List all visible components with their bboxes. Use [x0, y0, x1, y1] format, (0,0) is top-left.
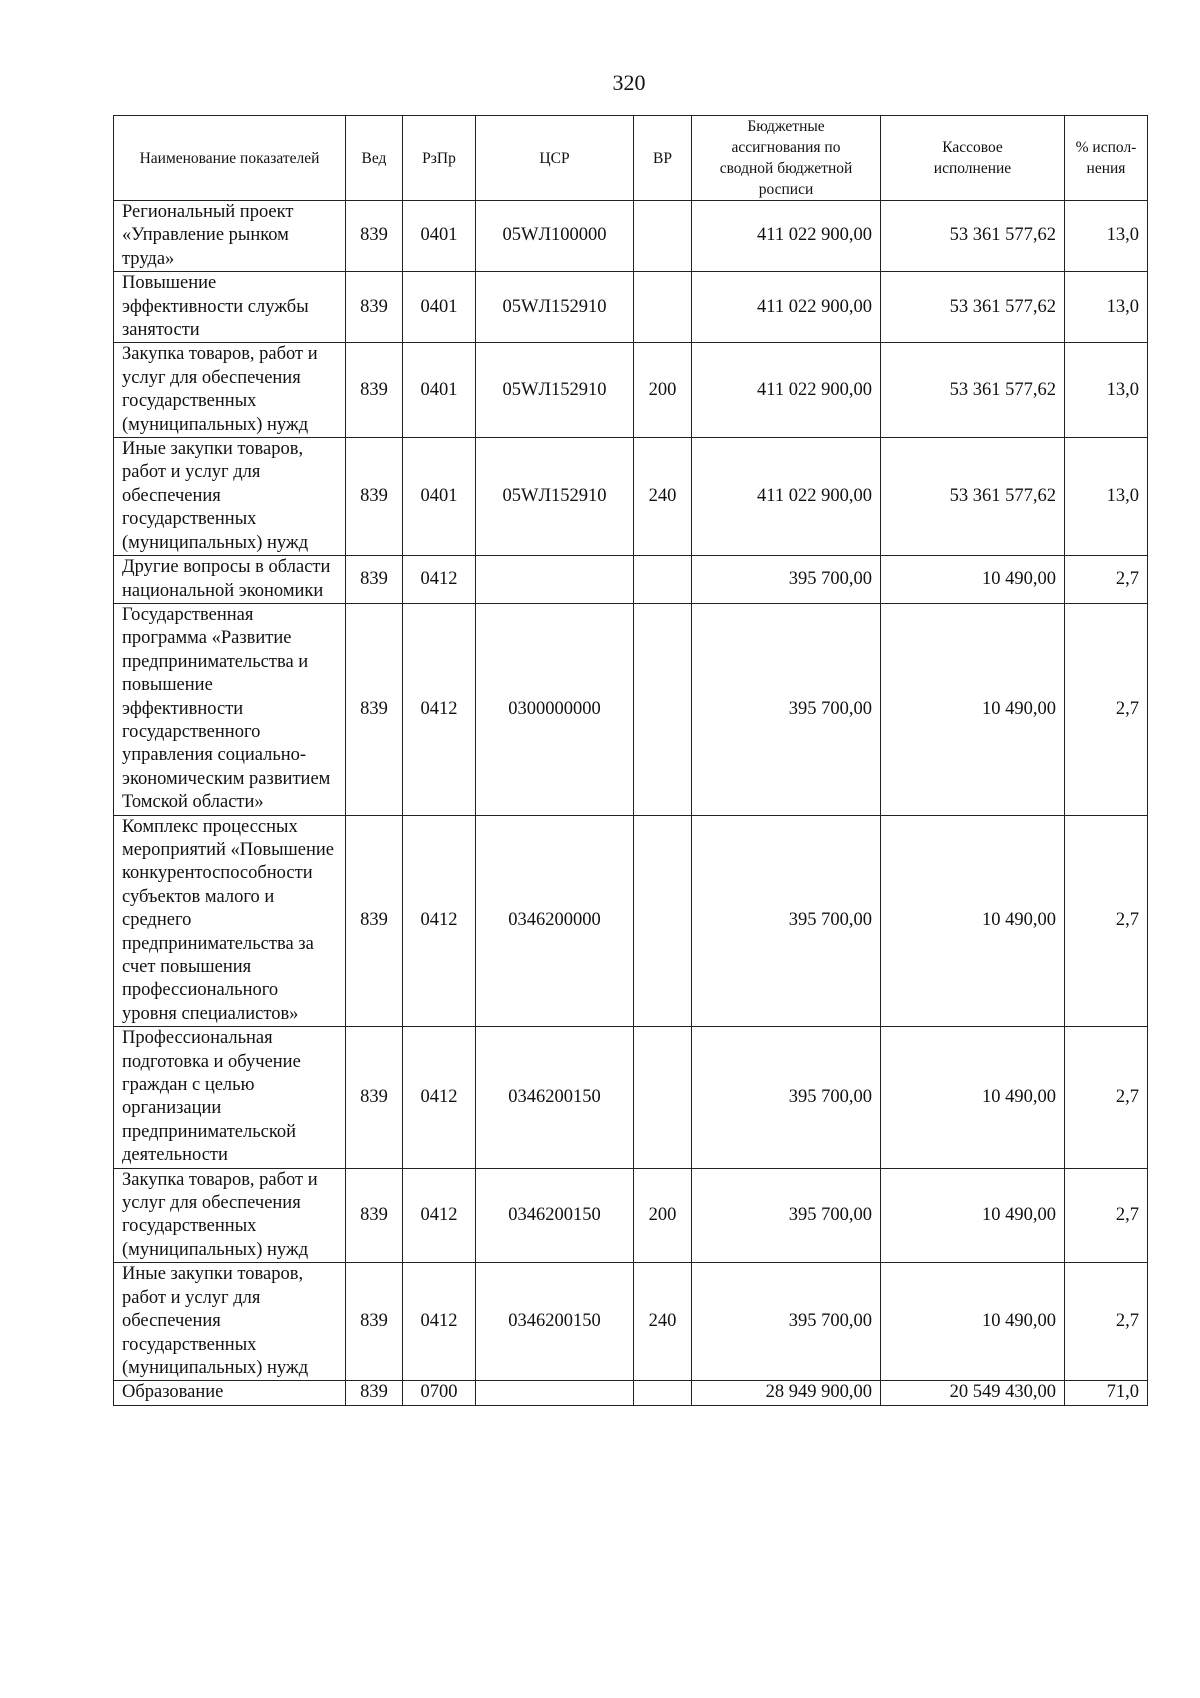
cell-ved: 839 [346, 343, 403, 438]
cell-rzpr: 0700 [403, 1381, 476, 1405]
cell-csr: 0346200000 [476, 815, 634, 1027]
cell-cash: 53 361 577,62 [881, 201, 1065, 272]
cell-name: Повышение эффективности службы занятости [114, 272, 346, 343]
cell-cash: 20 549 430,00 [881, 1381, 1065, 1405]
cell-rzpr: 0401 [403, 343, 476, 438]
table-body [114, 201, 1148, 1406]
cell-cash: 10 490,00 [881, 1168, 1065, 1263]
cell-name: Иные закупки товаров, работ и услуг для обеспечения государственных (муниципальных) нужд [114, 1263, 346, 1381]
cell-vr [634, 603, 692, 815]
table-row [114, 272, 1148, 343]
header-cash: Кассовое исполнение [881, 116, 1065, 201]
cell-cash: 10 490,00 [881, 1263, 1065, 1381]
cell-name: Иные закупки товаров, работ и услуг для обеспечения государственных (муниципальных) нужд [114, 438, 346, 556]
cell-ved: 839 [346, 556, 403, 604]
cell-budget: 411 022 900,00 [692, 438, 881, 556]
cell-csr [476, 1381, 634, 1405]
cell-ved: 839 [346, 1027, 403, 1168]
table-row [114, 1168, 1148, 1263]
cell-vr: 200 [634, 1168, 692, 1263]
header-name: Наименование показателей [114, 116, 346, 201]
table-row [114, 556, 1148, 604]
cell-budget: 395 700,00 [692, 603, 881, 815]
cell-vr: 240 [634, 438, 692, 556]
cell-name: Закупка товаров, работ и услуг для обеспечения государственных (муниципальных) нужд [114, 343, 346, 438]
cell-budget: 395 700,00 [692, 1263, 881, 1381]
cell-rzpr: 0401 [403, 201, 476, 272]
cell-vr [634, 556, 692, 604]
table-header [114, 116, 1148, 201]
cell-rzpr: 0412 [403, 815, 476, 1027]
cell-csr: 05WЛ152910 [476, 272, 634, 343]
cell-name: Образование [114, 1381, 346, 1405]
cell-name: Закупка товаров, работ и услуг для обеспечения государственных (муниципальных) нужд [114, 1168, 346, 1263]
cell-vr [634, 815, 692, 1027]
cell-budget: 28 949 900,00 [692, 1381, 881, 1405]
table-row [114, 603, 1148, 815]
cell-csr [476, 556, 634, 604]
cell-pct: 2,7 [1065, 556, 1148, 604]
cell-budget: 411 022 900,00 [692, 343, 881, 438]
cell-ved: 839 [346, 1381, 403, 1405]
cell-ved: 839 [346, 603, 403, 815]
cell-name: Государственная программа «Развитие предпринимательства и повышение эффективности государственного управления социально-экономическим развитием Томской области» [114, 603, 346, 815]
cell-rzpr: 0412 [403, 556, 476, 604]
cell-cash: 10 490,00 [881, 815, 1065, 1027]
cell-cash: 10 490,00 [881, 556, 1065, 604]
cell-csr: 05WЛ100000 [476, 201, 634, 272]
cell-csr: 0346200150 [476, 1027, 634, 1168]
cell-budget: 411 022 900,00 [692, 201, 881, 272]
cell-cash: 10 490,00 [881, 1027, 1065, 1168]
table-row [114, 1263, 1148, 1381]
cell-vr [634, 1381, 692, 1405]
table-row [114, 1027, 1148, 1168]
header-csr: ЦСР [476, 116, 634, 201]
table-row [114, 1381, 1148, 1405]
cell-cash: 10 490,00 [881, 603, 1065, 815]
cell-name: Другие вопросы в области национальной экономики [114, 556, 346, 604]
cell-pct: 2,7 [1065, 603, 1148, 815]
cell-budget: 395 700,00 [692, 1027, 881, 1168]
cell-name: Комплекс процессных мероприятий «Повышение конкурентоспособности субъектов малого и среднего предпринимательства за счет повышения профессионального уровня специалистов» [114, 815, 346, 1027]
cell-rzpr: 0412 [403, 1027, 476, 1168]
cell-vr: 240 [634, 1263, 692, 1381]
cell-vr [634, 201, 692, 272]
cell-vr [634, 272, 692, 343]
cell-pct: 13,0 [1065, 438, 1148, 556]
table-row [114, 201, 1148, 272]
cell-name: Региональный проект «Управление рынком труда» [114, 201, 346, 272]
cell-budget: 395 700,00 [692, 1168, 881, 1263]
cell-rzpr: 0401 [403, 272, 476, 343]
cell-budget: 395 700,00 [692, 556, 881, 604]
cell-budget: 411 022 900,00 [692, 272, 881, 343]
header-rzpr: РзПр [403, 116, 476, 201]
cell-vr: 200 [634, 343, 692, 438]
header-budget: Бюджетные ассигнования по сводной бюджетной росписи [692, 116, 881, 201]
table-row [114, 343, 1148, 438]
table-row [114, 815, 1148, 1027]
cell-name: Профессиональная подготовка и обучение граждан с целью организации предпринимательской деятельности [114, 1027, 346, 1168]
cell-ved: 839 [346, 201, 403, 272]
budget-table [113, 115, 1148, 1406]
cell-cash: 53 361 577,62 [881, 438, 1065, 556]
cell-pct: 2,7 [1065, 1027, 1148, 1168]
header-pct: % испол-нения [1065, 116, 1148, 201]
cell-csr: 0346200150 [476, 1263, 634, 1381]
cell-rzpr: 0412 [403, 603, 476, 815]
cell-pct: 13,0 [1065, 343, 1148, 438]
header-vr: ВР [634, 116, 692, 201]
cell-ved: 839 [346, 1263, 403, 1381]
cell-csr: 05WЛ152910 [476, 343, 634, 438]
cell-budget: 395 700,00 [692, 815, 881, 1027]
page-number: 320 [612, 70, 646, 95]
cell-rzpr: 0412 [403, 1263, 476, 1381]
cell-pct: 2,7 [1065, 1263, 1148, 1381]
cell-vr [634, 1027, 692, 1168]
cell-pct: 13,0 [1065, 201, 1148, 272]
cell-csr: 0346200150 [476, 1168, 634, 1263]
cell-rzpr: 0412 [403, 1168, 476, 1263]
cell-rzpr: 0401 [403, 438, 476, 556]
cell-ved: 839 [346, 815, 403, 1027]
cell-ved: 839 [346, 1168, 403, 1263]
cell-pct: 2,7 [1065, 1168, 1148, 1263]
cell-pct: 13,0 [1065, 272, 1148, 343]
header-row [114, 116, 1148, 201]
table-row [114, 438, 1148, 556]
cell-pct: 71,0 [1065, 1381, 1148, 1405]
cell-csr: 05WЛ152910 [476, 438, 634, 556]
cell-csr: 0300000000 [476, 603, 634, 815]
cell-cash: 53 361 577,62 [881, 343, 1065, 438]
cell-ved: 839 [346, 272, 403, 343]
cell-pct: 2,7 [1065, 815, 1148, 1027]
header-ved: Вед [346, 116, 403, 201]
cell-ved: 839 [346, 438, 403, 556]
cell-cash: 53 361 577,62 [881, 272, 1065, 343]
